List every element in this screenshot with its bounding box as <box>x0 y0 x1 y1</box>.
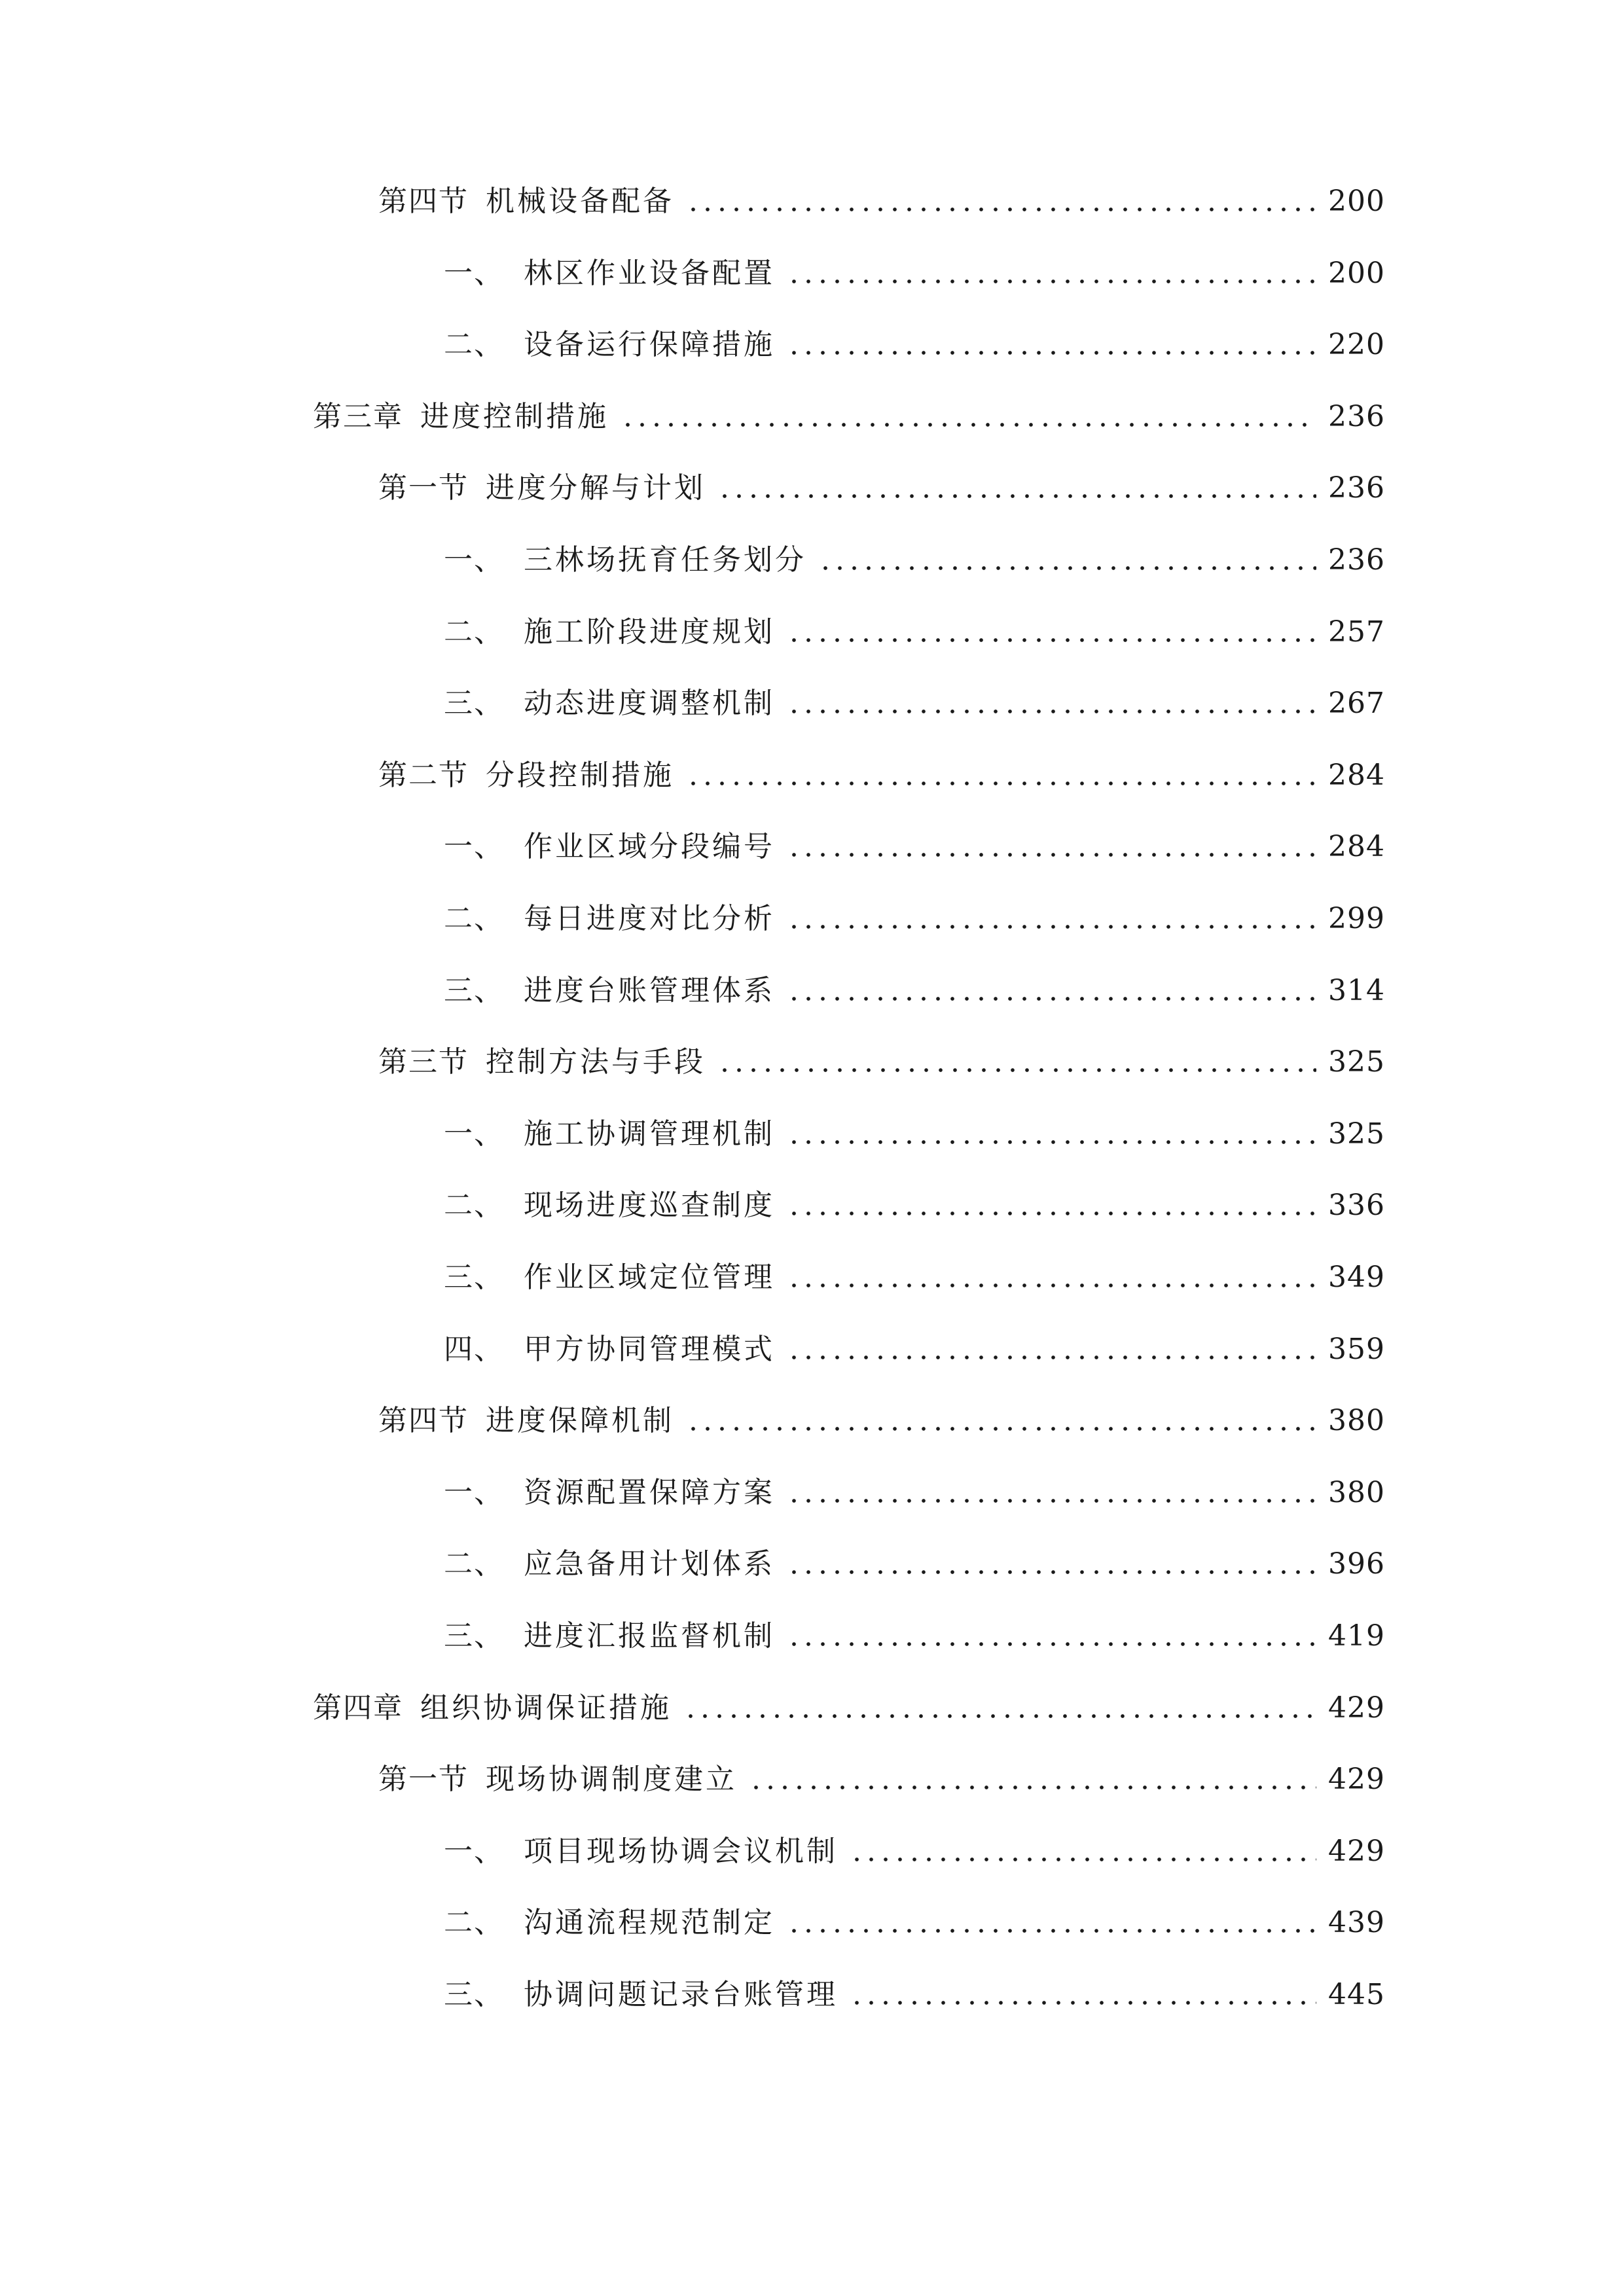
toc-subsection-entry <box>444 893 1385 939</box>
toc-subsection-entry <box>444 1251 1385 1297</box>
toc-subsection-entry <box>444 965 1385 1011</box>
toc-section-entry <box>378 462 1385 508</box>
toc-page-number: 257 <box>1328 615 1385 649</box>
toc-page-number: 236 <box>1328 471 1385 505</box>
dot-leader <box>686 781 1316 786</box>
toc-entry-number: 三、 <box>444 974 504 1007</box>
toc-entry-heading: 第四节 <box>378 1404 469 1437</box>
toc-entry-title: 进度保障机制 <box>486 1404 674 1437</box>
toc-entry-title: 沟通流程规范制定 <box>524 1906 775 1939</box>
toc-entry-number: 四、 <box>444 1333 504 1366</box>
toc-entry-title: 施工协调管理机制 <box>524 1117 775 1151</box>
toc-subsection-entry <box>444 1467 1385 1513</box>
toc-subsection-entry <box>444 319 1385 365</box>
toc-page-number: 236 <box>1328 400 1385 433</box>
toc-entry-title: 甲方协同管理模式 <box>524 1333 775 1366</box>
toc-page-number: 325 <box>1328 1117 1385 1151</box>
toc-subsection-entry <box>444 1323 1385 1369</box>
toc-page-number: 429 <box>1328 1835 1385 1868</box>
toc-entry-title: 组织协调保证措施 <box>420 1691 672 1725</box>
toc-page-number: 299 <box>1328 902 1385 935</box>
toc-entry-number: 二、 <box>444 1906 504 1939</box>
toc-page-number: 380 <box>1328 1404 1385 1437</box>
toc-page-number: 349 <box>1328 1261 1385 1294</box>
toc-subsection-entry <box>444 1825 1385 1871</box>
toc-page-number: 380 <box>1328 1476 1385 1509</box>
dot-leader <box>787 1498 1316 1503</box>
dot-leader <box>818 565 1316 571</box>
toc-page-number: 429 <box>1328 1691 1385 1725</box>
toc-entry-title: 进度台账管理体系 <box>524 974 775 1007</box>
toc-entry-title: 动态进度调整机制 <box>524 687 775 720</box>
toc-entry-title: 进度控制措施 <box>420 400 609 433</box>
dot-leader <box>749 1785 1316 1790</box>
toc-entry-title: 协调问题记录台账管理 <box>524 1978 838 2011</box>
toc-entry-number: 二、 <box>444 328 504 361</box>
toc-entry-heading: 第三节 <box>378 1045 469 1079</box>
dot-leader <box>787 924 1316 929</box>
toc-subsection-entry <box>444 677 1385 723</box>
toc-page-number: 314 <box>1328 974 1385 1007</box>
toc-entry-number: 二、 <box>444 1547 504 1581</box>
toc-entry-number: 一、 <box>444 257 504 290</box>
toc-entry-title: 项目现场协调会议机制 <box>524 1835 838 1868</box>
toc-entry-title: 应急备用计划体系 <box>524 1547 775 1581</box>
dot-leader <box>683 1713 1316 1719</box>
dot-leader <box>717 493 1316 499</box>
toc-subsection-entry <box>444 821 1385 867</box>
dot-leader <box>787 709 1316 714</box>
toc-entry-number: 一、 <box>444 1835 504 1868</box>
toc-page-number: 236 <box>1328 543 1385 577</box>
toc-page-number: 439 <box>1328 1906 1385 1939</box>
toc-entry-heading: 第四节 <box>378 185 469 218</box>
toc-page-number: 325 <box>1328 1045 1385 1079</box>
toc-entry-heading: 第二节 <box>378 759 469 792</box>
toc-entry-title: 机械设备配备 <box>486 185 674 218</box>
toc-subsection-entry <box>444 1538 1385 1584</box>
toc-page-number: 284 <box>1328 759 1385 792</box>
toc-entry-number: 三、 <box>444 1978 504 2011</box>
dot-leader <box>850 2000 1316 2005</box>
toc-subsection-entry <box>444 606 1385 652</box>
toc-entry-number: 二、 <box>444 1189 504 1222</box>
toc-subsection-entry <box>444 1179 1385 1225</box>
dot-leader <box>787 1139 1316 1145</box>
dot-leader <box>787 1283 1316 1288</box>
dot-leader <box>787 350 1316 355</box>
dot-leader <box>787 1570 1316 1575</box>
toc-page-number: 396 <box>1328 1547 1385 1581</box>
toc-section-entry <box>378 175 1385 221</box>
toc-entry-number: 一、 <box>444 543 504 577</box>
dot-leader <box>787 637 1316 643</box>
dot-leader <box>686 207 1316 212</box>
toc-entry-title: 林区作业设备配置 <box>524 257 775 290</box>
toc-section-entry <box>378 1753 1385 1799</box>
toc-entry-title: 施工阶段进度规划 <box>524 615 775 649</box>
toc-entry-title: 设备运行保障措施 <box>524 328 775 361</box>
toc-entry-title: 进度汇报监督机制 <box>524 1619 775 1653</box>
toc-page-number: 429 <box>1328 1763 1385 1796</box>
toc-section-entry <box>378 1036 1385 1082</box>
toc-subsection-entry <box>444 1897 1385 1943</box>
dot-leader <box>850 1857 1316 1862</box>
toc-entry-heading: 第一节 <box>378 1763 469 1796</box>
toc-subsection-entry <box>444 1969 1385 2015</box>
toc-page-number: 336 <box>1328 1189 1385 1222</box>
toc-page-number: 220 <box>1328 328 1385 361</box>
toc-page-number: 200 <box>1328 257 1385 290</box>
toc-page-number: 419 <box>1328 1619 1385 1653</box>
toc-page-number: 445 <box>1328 1978 1385 2011</box>
dot-leader <box>686 1426 1316 1431</box>
toc-entry-title: 现场进度巡查制度 <box>524 1189 775 1222</box>
dot-leader <box>787 852 1316 857</box>
toc-section-entry <box>378 749 1385 795</box>
toc-entry-title: 作业区域分段编号 <box>524 830 775 863</box>
toc-entry-number: 三、 <box>444 687 504 720</box>
toc-entry-title: 每日进度对比分析 <box>524 902 775 935</box>
dot-leader <box>787 1928 1316 1933</box>
toc-page-number: 284 <box>1328 830 1385 863</box>
toc-entry-title: 控制方法与手段 <box>486 1045 706 1079</box>
toc-entry-title: 资源配置保障方案 <box>524 1476 775 1509</box>
dot-leader <box>787 1355 1316 1360</box>
toc-entry-number: 三、 <box>444 1261 504 1294</box>
toc-chapter-entry <box>313 391 1385 437</box>
toc-entry-number: 二、 <box>444 902 504 935</box>
toc-entry-number: 一、 <box>444 1117 504 1151</box>
toc-subsection-entry <box>444 534 1385 580</box>
toc-chapter-entry <box>313 1682 1385 1728</box>
dot-leader <box>621 422 1316 427</box>
toc-entry-title: 现场协调制度建立 <box>486 1763 737 1796</box>
toc-entry-title: 分段控制措施 <box>486 759 674 792</box>
dot-leader <box>717 1067 1316 1073</box>
toc-page-number: 267 <box>1328 687 1385 720</box>
toc-subsection-entry <box>444 1108 1385 1154</box>
toc-section-entry <box>378 1395 1385 1441</box>
toc-subsection-entry <box>444 247 1385 293</box>
toc-entry-heading: 第四章 <box>313 1691 403 1725</box>
toc-page-number: 359 <box>1328 1333 1385 1366</box>
toc-entry-number: 二、 <box>444 615 504 649</box>
dot-leader <box>787 996 1316 1001</box>
toc-entry-title: 进度分解与计划 <box>486 471 706 505</box>
toc-subsection-entry <box>444 1610 1385 1656</box>
dot-leader <box>787 279 1316 284</box>
toc-entry-title: 三林场抚育任务划分 <box>524 543 806 577</box>
dot-leader <box>787 1641 1316 1647</box>
toc-entry-title: 作业区域定位管理 <box>524 1261 775 1294</box>
toc-entry-number: 三、 <box>444 1619 504 1653</box>
dot-leader <box>787 1211 1316 1216</box>
toc-page-number: 200 <box>1328 185 1385 218</box>
toc-entry-heading: 第一节 <box>378 471 469 505</box>
toc-entry-number: 一、 <box>444 1476 504 1509</box>
toc-entry-number: 一、 <box>444 830 504 863</box>
toc-entry-heading: 第三章 <box>313 400 403 433</box>
